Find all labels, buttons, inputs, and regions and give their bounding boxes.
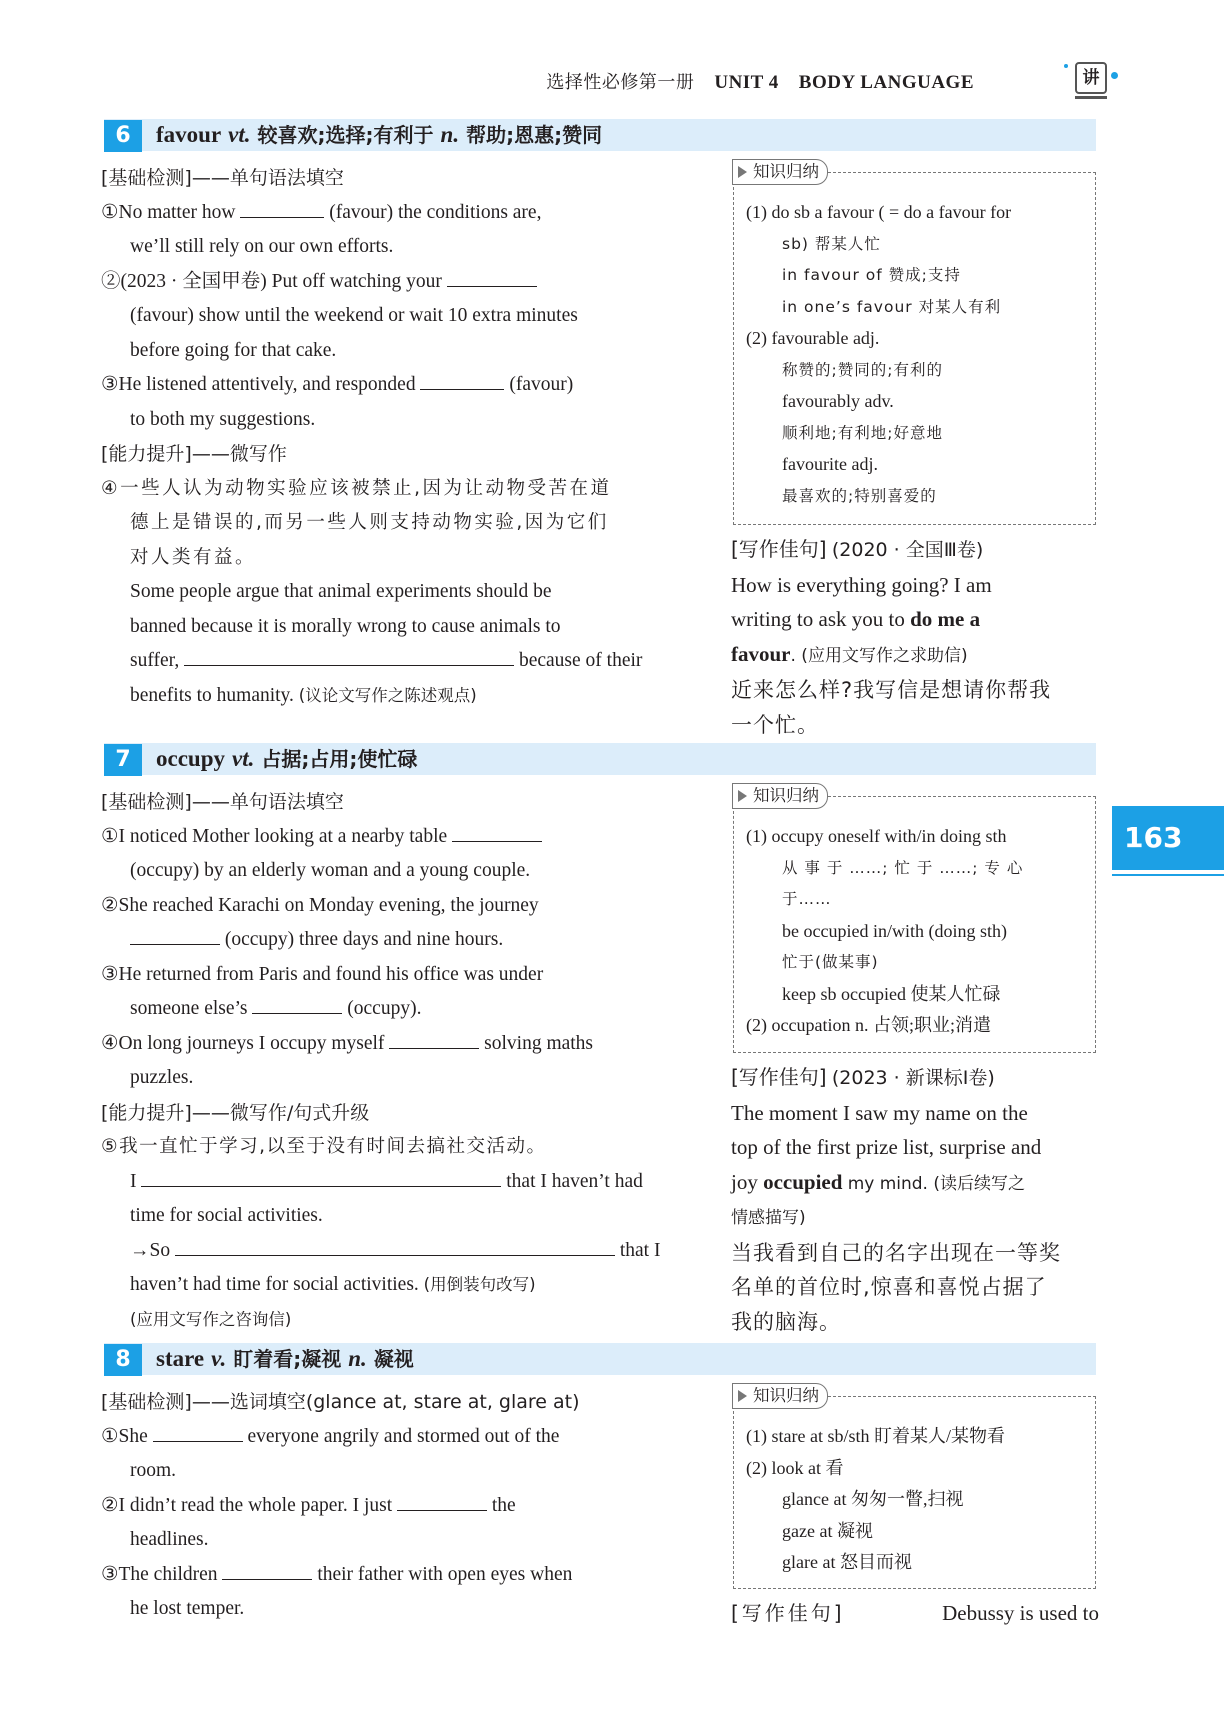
knowledge-line: (1) stare at sb/sth 盯着某人/某物看 xyxy=(746,1426,1005,1446)
question-line: haven’t had time for social activities. (用倒装句改写) xyxy=(130,1274,536,1295)
question-line: puzzles. xyxy=(130,1067,194,1088)
question-line: (应用文写作之咨询信) xyxy=(130,1309,292,1329)
word-bar-favour xyxy=(104,119,1096,151)
writing-sentence-stare xyxy=(731,1596,1099,1631)
knowledge-box-occupy xyxy=(733,786,1096,1053)
knowledge-line: (1) occupy oneself with/in doing sth xyxy=(746,826,1007,846)
knowledge-line: 最喜欢的;特别喜爱的 xyxy=(782,486,937,505)
answer-blank[interactable] xyxy=(389,1028,479,1049)
question: ③He returned from Paris and found his office was under xyxy=(101,963,544,985)
question-line: headlines. xyxy=(130,1529,209,1550)
writing-chinese: 近来怎么样?我写信是想请你帮我 xyxy=(731,678,1052,702)
knowledge-tag: 知识归纳 xyxy=(732,159,828,185)
knowledge-line: 于…… xyxy=(782,890,832,908)
headword: stare xyxy=(156,1346,205,1371)
answer-blank[interactable] xyxy=(447,266,537,287)
exercise-occupy xyxy=(101,785,699,1337)
question: ①No matter how (favour) the conditions are, xyxy=(101,196,699,231)
part-of-speech: vt. xyxy=(228,122,251,147)
question-line: Some people argue that animal experiments should be xyxy=(130,581,552,602)
part-of-speech: n. xyxy=(348,1346,367,1371)
question-line: he lost temper. xyxy=(130,1598,245,1619)
part-of-speech: n. xyxy=(440,122,460,147)
writing-chinese: 当我看到自己的名字出现在一等奖 xyxy=(731,1240,1061,1265)
knowledge-line: in favour of 赞成;支持 xyxy=(782,266,961,284)
knowledge-box-stare xyxy=(733,1386,1096,1589)
answer-blank[interactable] xyxy=(184,645,514,666)
question-line: →So that I xyxy=(101,1234,699,1269)
question-line: (occupy) three days and nine hours. xyxy=(101,923,699,958)
answer-blank[interactable] xyxy=(222,1559,312,1580)
writing-line: How is everything going? I am xyxy=(731,572,992,597)
knowledge-line: in one’s favour 对某人有利 xyxy=(782,297,1002,316)
question-line: to both my suggestions. xyxy=(130,408,316,430)
unit-title: BODY LANGUAGE xyxy=(798,72,974,93)
word-number: 6 xyxy=(104,120,142,152)
writing-title: [写作佳句] (2020 · 全国Ⅲ卷) xyxy=(731,537,984,561)
knowledge-line: glance at 匆匆一瞥,扫视 xyxy=(782,1489,964,1509)
knowledge-line: (2) occupation n. 占领;职业;消遣 xyxy=(746,1015,991,1035)
question-line: room. xyxy=(130,1460,177,1481)
word-bar-stare xyxy=(104,1343,1096,1375)
writing-sentence-favour xyxy=(731,532,1099,742)
page-number: 163 xyxy=(1112,806,1224,870)
section-label: [基础检测]——单句语法填空 xyxy=(101,167,344,189)
question-line: (favour) show until the weekend or wait 10 extra minutes xyxy=(130,305,578,326)
answer-blank[interactable] xyxy=(141,1166,501,1187)
answer-blank[interactable] xyxy=(175,1235,615,1256)
knowledge-line: 忙于(做某事) xyxy=(782,953,879,971)
question: ③The children their father with open eyes when xyxy=(101,1558,699,1593)
question: ②(2023 · 全国甲卷) Put off watching your xyxy=(101,265,699,300)
answer-blank[interactable] xyxy=(420,369,504,390)
knowledge-line: be occupied in/with (doing sth) xyxy=(782,920,1007,941)
knowledge-line: 称赞的;赞同的;有利的 xyxy=(782,360,943,379)
section-label: [基础检测]——单句语法填空 xyxy=(101,791,344,813)
question: ④On long journeys I occupy myself solving maths xyxy=(101,1027,699,1062)
answer-blank[interactable] xyxy=(452,821,542,842)
question-line: suffer, because of their xyxy=(101,644,699,679)
question-line: before going for that cake. xyxy=(130,339,337,361)
knowledge-line: sb) 帮某人忙 xyxy=(782,234,881,253)
section-label: [能力提升]——微写作/句式升级 xyxy=(101,1101,370,1124)
writing-line: joy occupied my mind. (读后续写之 xyxy=(731,1169,1026,1194)
knowledge-tag: 知识归纳 xyxy=(732,783,828,809)
accent-dot xyxy=(1064,64,1068,68)
book-name: 选择性必修第一册 xyxy=(546,72,695,93)
question: ②She reached Karachi on Monday evening, the journey xyxy=(101,894,539,916)
knowledge-tag: 知识归纳 xyxy=(732,1383,828,1409)
knowledge-line: 从 事 于 ……; 忙 于 ……; 专 心 xyxy=(782,858,1024,877)
knowledge-line: (2) look at 看 xyxy=(746,1457,844,1478)
question: ②I didn’t read the whole paper. I just the xyxy=(101,1489,699,1524)
exercise-favour xyxy=(101,161,699,713)
answer-blank[interactable] xyxy=(252,993,342,1014)
writing-line: favour. (应用文写作之求助信) xyxy=(731,641,968,666)
writing-title: [写作佳句] (2023 · 新课标Ⅰ卷) xyxy=(731,1065,995,1089)
question-chinese: ⑤我一直忙于学习,以至于没有时间去搞社交活动。 xyxy=(101,1136,547,1157)
knowledge-line: 顺利地;有利地;好意地 xyxy=(782,423,943,442)
meaning: 凝视 xyxy=(373,1347,414,1371)
writing-line: top of the first prize list, surprise and xyxy=(731,1135,1042,1159)
question-line: time for social activities. xyxy=(130,1205,323,1226)
word-number: 8 xyxy=(104,1344,142,1376)
section-label: [能力提升]——微写作 xyxy=(101,443,287,465)
part-of-speech: vt. xyxy=(232,746,255,771)
exercise-stare xyxy=(101,1385,699,1627)
meaning: 帮助;恩惠;赞同 xyxy=(466,123,603,147)
question: ③He listened attentively, and responded (favour) xyxy=(101,368,699,403)
answer-blank[interactable] xyxy=(240,197,324,218)
lecture-book-icon: 讲 xyxy=(1075,62,1107,94)
writing-chinese: 名单的首位时,惊喜和喜悦占据了 xyxy=(731,1275,1047,1299)
writing-line: 情感描写) xyxy=(731,1208,806,1228)
meaning: 占据;占用;使忙碌 xyxy=(261,747,418,771)
knowledge-box-favour xyxy=(733,162,1096,525)
meaning: 盯着看;凝视 xyxy=(233,1347,342,1371)
knowledge-line: (2) favourable adj. xyxy=(746,328,880,348)
writing-title: [写作佳句] Debussy is used to xyxy=(731,1601,1099,1625)
headword: occupy xyxy=(156,746,225,771)
writing-chinese: 我的脑海。 xyxy=(731,1309,841,1334)
question-chinese: ④一些人认为动物实验应该被禁止,因为让动物受苦在道 xyxy=(101,477,612,499)
question-chinese: 德上是错误的,而另一些人则支持动物实验,因为它们 xyxy=(130,512,609,533)
knowledge-line: favourably adv. xyxy=(782,391,894,411)
question-line: we’ll still rely on our own efforts. xyxy=(130,236,394,257)
accent-dot xyxy=(1111,72,1118,79)
question-line: (occupy) by an elderly woman and a young couple. xyxy=(130,860,531,881)
knowledge-line: gaze at 凝视 xyxy=(782,1520,873,1541)
writing-sentence-occupy xyxy=(731,1060,1099,1339)
answer-blank[interactable] xyxy=(153,1421,243,1442)
question-line: I that I haven’t had xyxy=(101,1165,699,1200)
question-line: benefits to humanity. (议论文写作之陈述观点) xyxy=(130,684,477,706)
knowledge-line: (1) do sb a favour ( = do a favour for xyxy=(746,202,1012,222)
headword: favour xyxy=(156,122,222,147)
knowledge-line: favourite adj. xyxy=(782,454,878,474)
question-line: someone else’s (occupy). xyxy=(101,992,699,1027)
running-header xyxy=(526,68,974,94)
knowledge-line: glare at 怒目而视 xyxy=(782,1552,912,1572)
question: ①She everyone angrily and stormed out of the xyxy=(101,1420,699,1455)
question-line: banned because it is morally wrong to cause animals to xyxy=(130,615,561,637)
knowledge-line: keep sb occupied 使某人忙碌 xyxy=(782,983,1001,1004)
part-of-speech: v. xyxy=(211,1346,227,1371)
writing-line: writing to ask you to do me a xyxy=(731,607,981,631)
meaning: 较喜欢;选择;有利于 xyxy=(257,123,434,147)
word-number: 7 xyxy=(104,744,142,776)
writing-chinese: 一个忙。 xyxy=(731,712,819,737)
answer-blank[interactable] xyxy=(130,924,220,945)
unit-label: UNIT 4 xyxy=(714,72,779,93)
answer-blank[interactable] xyxy=(397,1490,487,1511)
word-bar-occupy xyxy=(104,743,1096,775)
question-chinese: 对人类有益。 xyxy=(130,546,257,568)
section-label: [基础检测]——选词填空(glance at, stare at, glare at) xyxy=(101,1391,580,1413)
question: ①I noticed Mother looking at a nearby table xyxy=(101,820,699,855)
writing-line: The moment I saw my name on the xyxy=(731,1100,1028,1125)
